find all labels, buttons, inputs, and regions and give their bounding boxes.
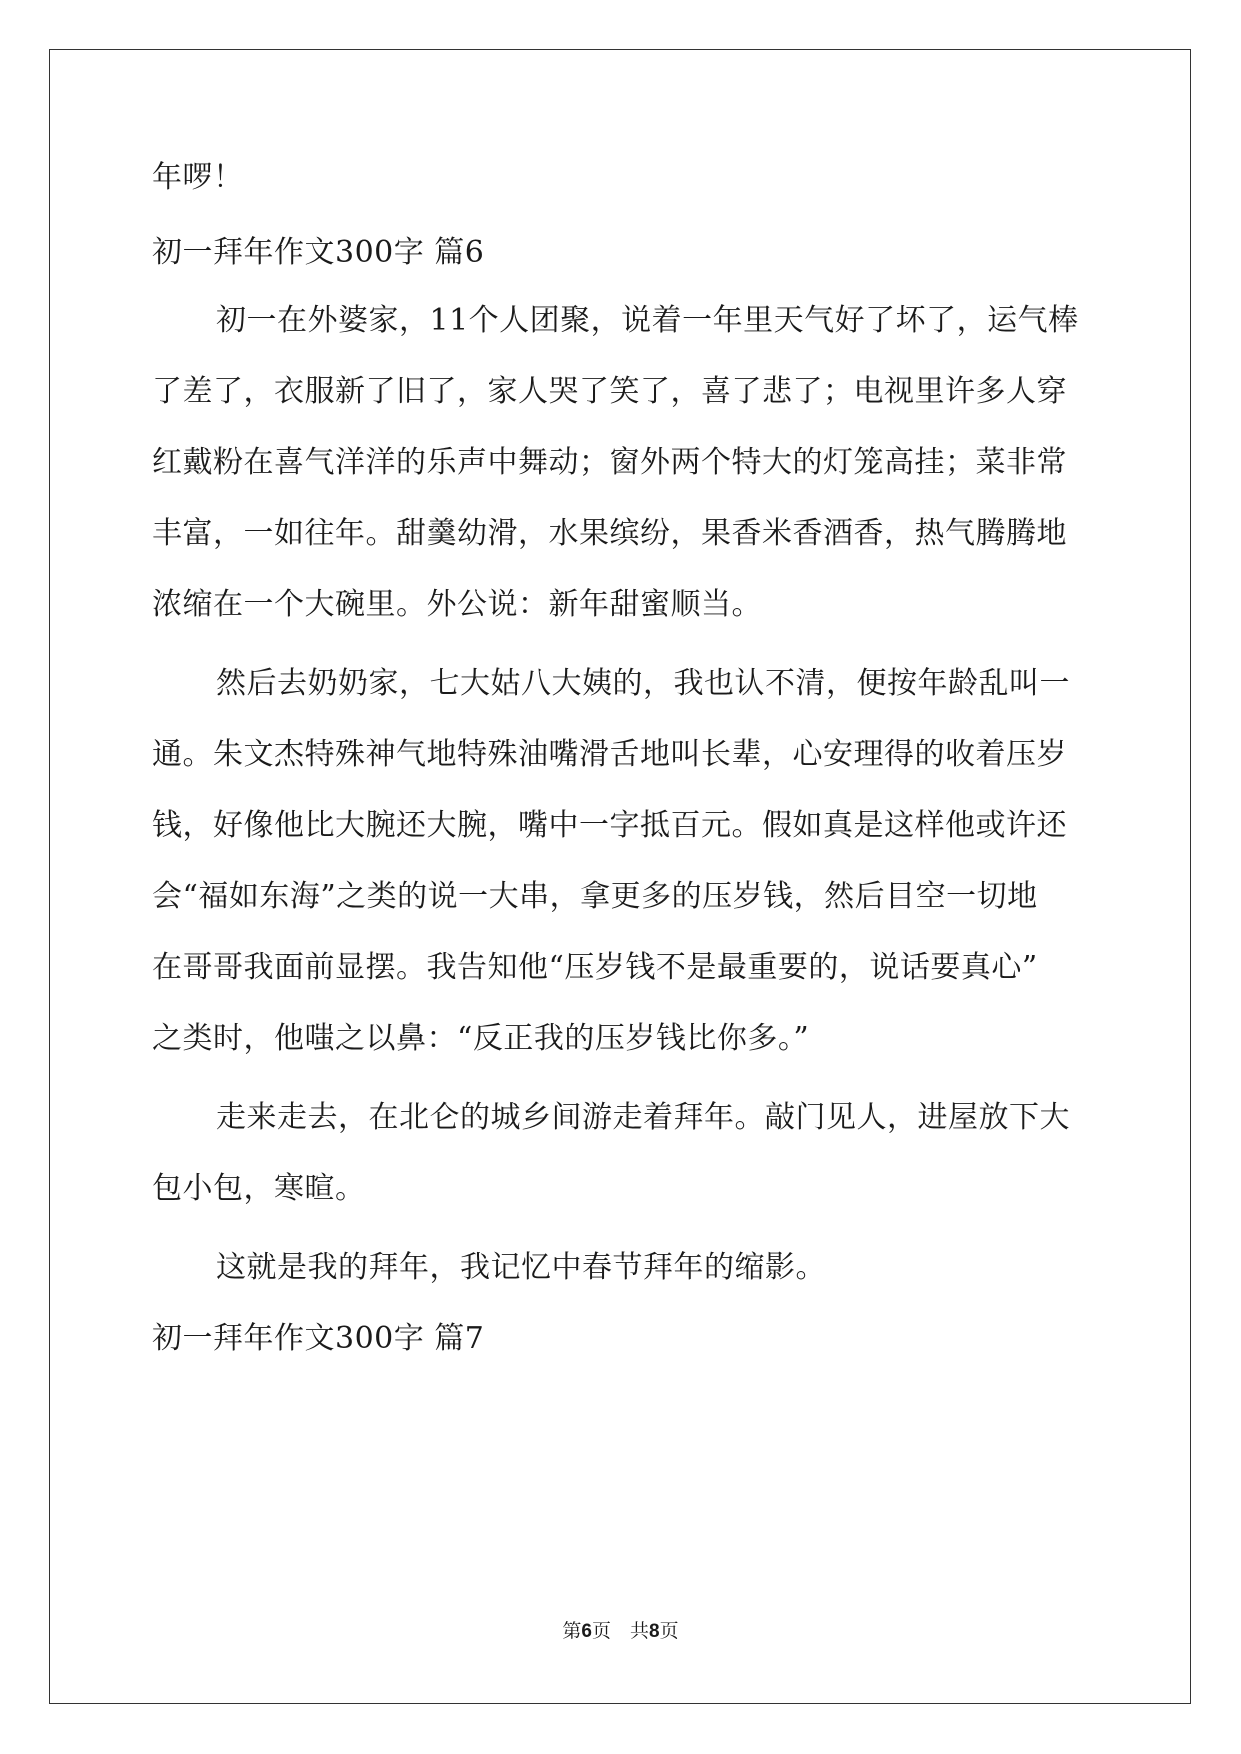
paragraph-line: 这就是我的拜年，我记忆中春节拜年的缩影。 — [216, 1250, 826, 1285]
paragraph-line: 包小包，寒暄。 — [152, 1171, 366, 1206]
section-heading-7: 初一拜年作文300字 篇7 — [152, 1321, 485, 1356]
footer-prefix: 第 — [562, 1620, 582, 1642]
paragraph-line: 在哥哥我面前显摆。我告知他“压岁钱不是最重要的，说话要真心” — [152, 950, 1038, 985]
page-footer — [0, 1619, 1241, 1644]
paragraph-line: 之类时，他嗤之以鼻：“反正我的压岁钱比你多。” — [152, 1021, 810, 1056]
section-heading-6: 初一拜年作文300字 篇6 — [152, 235, 485, 270]
paragraph-line: 了差了，衣服新了旧了，家人哭了笑了，喜了悲了；电视里许多人穿 — [152, 374, 1067, 409]
paragraph-line: 会“福如东海”之类的说一大串，拿更多的压岁钱，然后目空一切地 — [152, 879, 1038, 914]
footer-mid: 页 共 — [591, 1620, 649, 1642]
paragraph-line: 钱，好像他比大腕还大腕，嘴中一字抵百元。假如真是这样他或许还 — [152, 808, 1067, 843]
paragraph-continuation: 年啰！ — [152, 160, 244, 195]
paragraph-line: 初一在外婆家，11个人团聚，说着一年里天气好了坏了，运气棒 — [216, 303, 1079, 338]
paragraph-line: 通。朱文杰特殊神气地特殊油嘴滑舌地叫长辈，心安理得的收着压岁 — [152, 737, 1067, 772]
paragraph-line: 红戴粉在喜气洋洋的乐声中舞动；窗外两个特大的灯笼高挂；菜非常 — [152, 445, 1067, 480]
current-page-number: 6 — [581, 1621, 592, 1642]
paragraph-line: 走来走去，在北仑的城乡间游走着拜年。敲门见人，进屋放下大 — [216, 1100, 1070, 1135]
paragraph-line: 丰富，一如往年。甜羹幼滑，水果缤纷，果香米香酒香，热气腾腾地 — [152, 516, 1067, 551]
footer-suffix: 页 — [659, 1620, 679, 1642]
total-page-number: 8 — [649, 1621, 660, 1642]
paragraph-line: 然后去奶奶家，七大姑八大姨的，我也认不清，便按年龄乱叫一 — [216, 666, 1070, 701]
paragraph-line: 浓缩在一个大碗里。外公说：新年甜蜜顺当。 — [152, 587, 762, 622]
